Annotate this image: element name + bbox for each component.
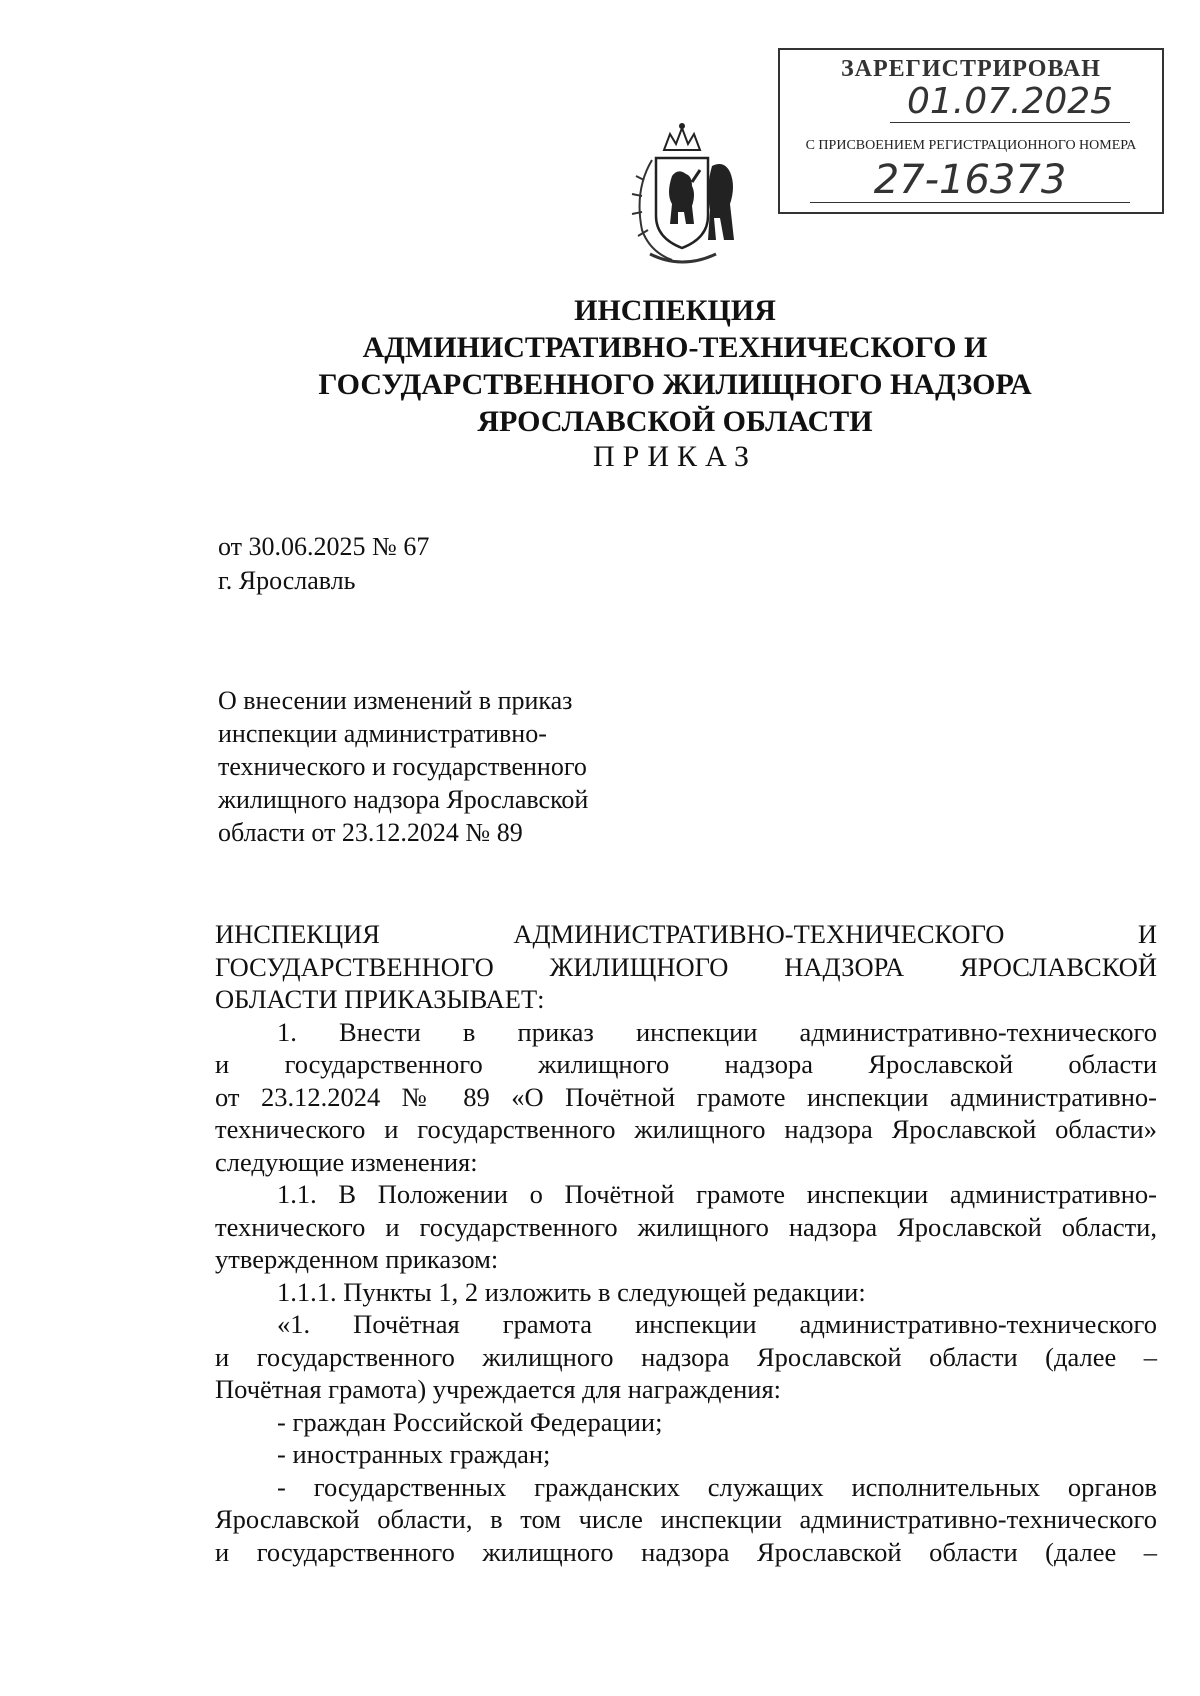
order-subject [218,684,678,849]
body-line: 1. Внести в приказ инспекции административно-технического [277,1016,1157,1047]
body-line: 1.1.1. Пункты 1, 2 изложить в следующей редакции: [277,1276,866,1307]
registration-stamp [778,48,1164,214]
body-line: и государственного жилищного надзора Ярославской области (далее – [215,1536,1157,1567]
body-line: технического и государственного жилищного надзора Ярославской области, [215,1211,1157,1242]
list-item: - государственных гражданских служащих исполнительных органов [277,1471,1157,1502]
quoted-point-1 [215,1308,1157,1406]
body-line: и государственного жилищного надзора Ярославской области [215,1049,1157,1079]
body-line: Почётная грамота) учреждается для награждения: [215,1374,781,1404]
subject-line: инспекции административно- [218,719,547,748]
body-line: «1. Почётная грамота инспекции административно-технического [277,1309,1157,1339]
coat-of-arms-icon [620,120,744,270]
subject-line: жилищного надзора Ярославской [218,785,589,814]
document-type: ПРИКАЗ [593,440,757,473]
subject-line: технического и государственного [218,752,587,781]
body-line: ОБЛАСТИ ПРИКАЗЫВАЕТ: [215,984,545,1014]
body-line: технического и государственного жилищного надзора Ярославской области» [215,1114,1157,1144]
body-line: ИНСПЕКЦИЯ АДМИНИСТРАТИВНО-ТЕХНИЧЕСКОГО И [215,919,1157,949]
subject-line: области от 23.12.2024 № 89 [218,818,523,847]
stamp-subtitle: С ПРИСВОЕНИЕМ РЕГИСТРАЦИОННОГО НОМЕРА [805,138,1137,153]
paragraph-1-1 [215,1178,1157,1276]
header-line-3: ГОСУДАРСТВЕННОГО ЖИЛИЩНОГО НАДЗОРА [318,368,1032,401]
body-line: следующие изменения: [215,1146,478,1177]
agency-name-header [200,292,1150,440]
paragraph-1 [215,1016,1157,1179]
body-line: от 23.12.2024 № 89 «О Почётной грамоте инспекции административно- [215,1081,1157,1112]
body-line: и государственного жилищного надзора Ярославской области (далее – [215,1341,1157,1372]
body-line: ГОСУДАРСТВЕННОГО ЖИЛИЩНОГО НАДЗОРА ЯРОСЛАВСКОЙ [215,951,1157,982]
paragraph-1-1-1 [215,1276,1157,1309]
body-line: 1.1. В Положении о Почётной грамоте инспекции административно- [277,1179,1157,1209]
bullet-list [215,1406,1157,1569]
stamp-title: ЗАРЕГИСТРИРОВАН [841,56,1101,82]
order-body [215,918,1157,1568]
list-item: - граждан Российской Федерации; [277,1406,663,1437]
date-number: от 30.06.2025 № 67 [218,532,430,561]
city: г. Ярославль [218,566,356,595]
stamp-registration-number: 27-16373 [810,158,1130,203]
header-line-1: ИНСПЕКЦИЯ [574,294,776,327]
subject-line: О внесении изменений в приказ [218,686,573,715]
header-line-2: АДМИНИСТРАТИВНО-ТЕХНИЧЕСКОГО И [362,331,988,364]
list-item: - иностранных граждан; [277,1439,551,1469]
preamble [215,918,1157,1016]
date-number-block [218,530,429,598]
stamp-date: 01.07.2025 [890,82,1130,123]
header-line-4: ЯРОСЛАВСКОЙ ОБЛАСТИ [477,405,873,438]
body-line: утвержденном приказом: [215,1244,499,1274]
body-line: Ярославской области, в том числе инспекции административно-технического [215,1504,1157,1534]
